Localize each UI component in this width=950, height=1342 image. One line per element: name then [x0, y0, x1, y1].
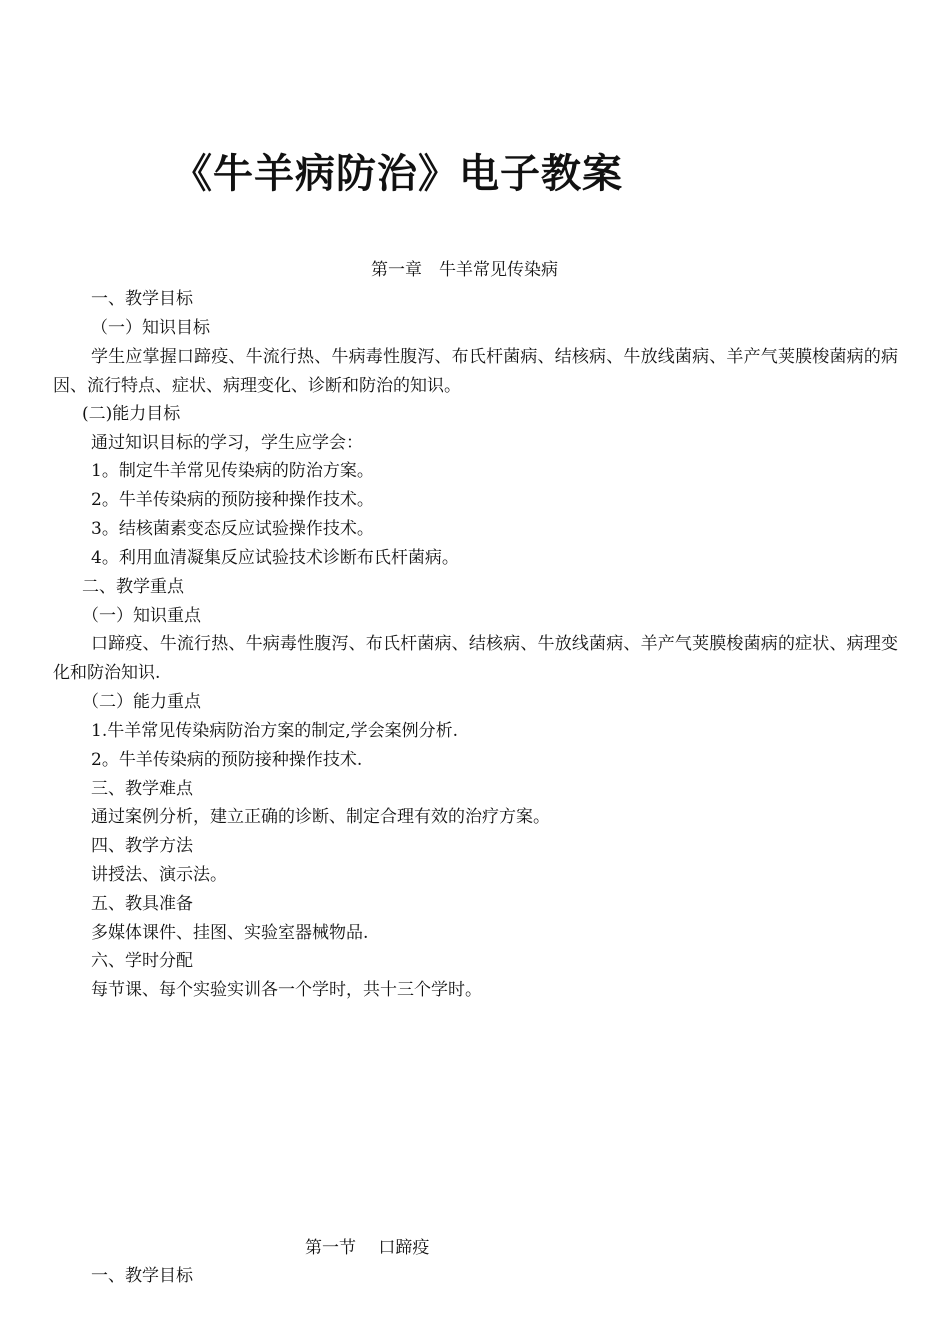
document-title: 《牛羊病防治》电子教案 — [172, 151, 623, 197]
section-one-objectives-heading: 一、教学目标 — [91, 1266, 193, 1286]
teaching-aids-text: 多媒体课件、挂图、实验室器械物品. — [91, 923, 369, 943]
list-item: 4。利用血清凝集反应试验技术诊断布氏杆菌病。 — [91, 548, 459, 568]
list-item: 2。牛羊传染病的预防接种操作技术. — [91, 750, 363, 770]
section-heading-methods: 四、教学方法 — [91, 836, 193, 856]
list-item: 1.牛羊常见传染病防治方案的制定,学会案例分析. — [91, 721, 459, 741]
list-item: 2。牛羊传染病的预防接种操作技术。 — [91, 490, 374, 510]
subheading-ability-key-points: （二）能力重点 — [82, 692, 201, 712]
subheading-knowledge-objectives: （一）知识目标 — [91, 318, 210, 338]
list-item: 3。结核菌素变态反应试验操作技术。 — [91, 519, 374, 539]
hours-text: 每节课、每个实验实训各一个学时，共十三个学时。 — [91, 980, 482, 1000]
subheading-ability-objectives: (二)能力目标 — [82, 404, 181, 424]
methods-text: 讲授法、演示法。 — [91, 865, 227, 885]
section-heading-key-points: 二、教学重点 — [82, 577, 184, 597]
subheading-knowledge-key-points: （一）知识重点 — [82, 606, 201, 626]
section-heading-teaching-aids: 五、教具准备 — [91, 894, 193, 914]
section-heading-objectives: 一、教学目标 — [91, 289, 193, 309]
ability-objectives-intro: 通过知识目标的学习，学生应学会： — [91, 433, 363, 453]
section-heading-difficulties: 三、教学难点 — [91, 779, 193, 799]
list-item: 1。制定牛羊常见传染病的防治方案。 — [91, 461, 374, 481]
difficulties-text: 通过案例分析，建立正确的诊断、制定合理有效的治疗方案。 — [91, 807, 550, 827]
section-heading-hours: 六、学时分配 — [91, 951, 193, 971]
knowledge-key-points-text: 口蹄疫、牛流行热、牛病毒性腹泻、布氏杆菌病、结核病、牛放线菌病、羊产气荚膜梭菌病的症状、病理变化和防治知识. — [53, 634, 898, 683]
knowledge-objectives-text: 学生应掌握口蹄疫、牛流行热、牛病毒性腹泻、布氏杆菌病、结核病、牛放线菌病、羊产气荚膜梭菌病的病因、流行特点、症状、病理变化、诊断和防治的知识。 — [53, 347, 898, 396]
chapter-heading: 第一章 牛羊常见传染病 — [371, 260, 558, 280]
section-one-heading: 第一节 口蹄疫 — [305, 1238, 430, 1258]
